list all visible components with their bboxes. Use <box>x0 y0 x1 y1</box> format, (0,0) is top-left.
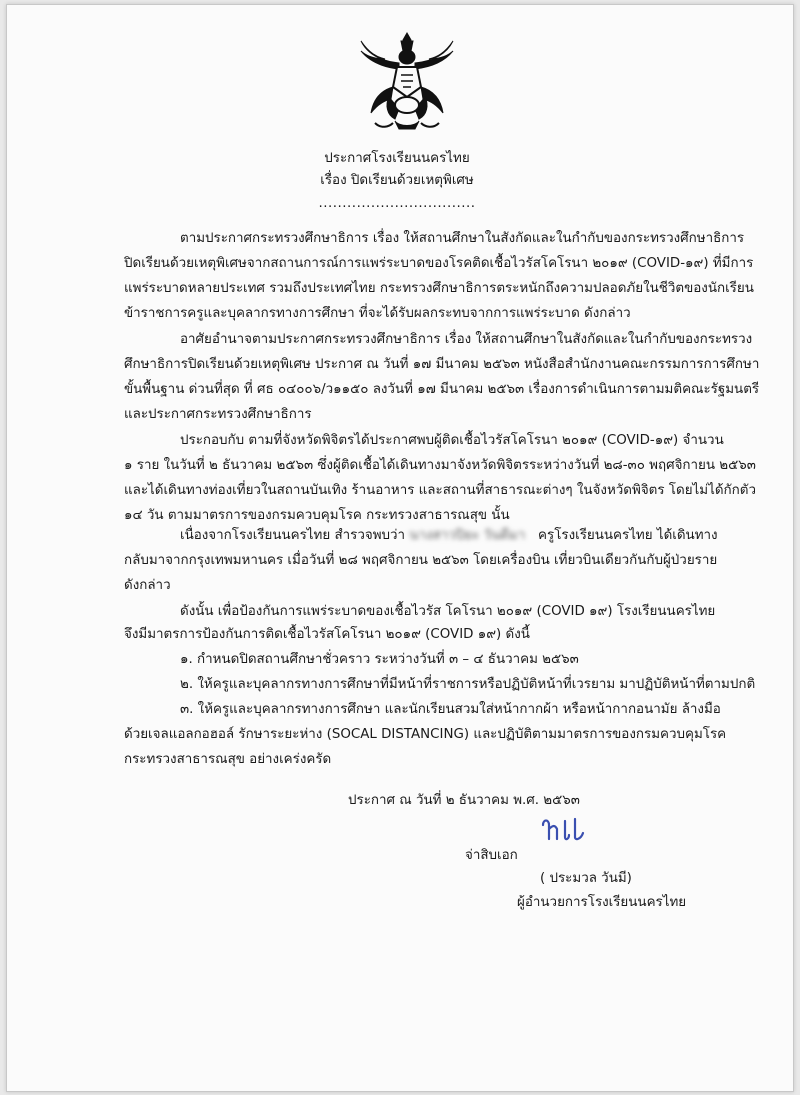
body-line: ข้าราชการครูและบุคลากรทางการศึกษา ที่จะได้รับผลกระทบจากการแพร่ระบาด ดังกล่าว <box>124 306 631 321</box>
body-line: ศึกษาธิการปิดเรียนด้วยเหตุพิเศษ ประกาศ ณ วันที่ ๑๗ มีนาคม ๒๕๖๓ หนังสือสำนักงานคณะกรรมการการศึกษา <box>124 357 760 372</box>
body-line: และได้เดินทางท่องเที่ยวในสถานบันเทิง ร้านอาหาร และสถานที่สาธารณะต่างๆ ในจังหวัดพิจิตร โดยไม่ได้กักตัว <box>124 483 756 498</box>
body-line: ๑ ราย ในวันที่ ๒ ธันวาคม ๒๕๖๓ ซึ่งผู้ติดเชื้อได้เดินทางมาจังหวัดพิจิตรระหว่างวันที่ ๒๘-๓๐ พฤศจิกายน ๒๕๖๓ <box>124 458 756 473</box>
body-line: ปิดเรียนด้วยเหตุพิเศษจากสถานการณ์การแพร่ระบาดของโรคติดเชื้อไวรัสโคโรนา ๒๐๑๙ (COVID-๑๙) ที่มีการ <box>124 256 754 271</box>
body-line: ดังกล่าว <box>124 578 171 593</box>
body-line: และประกาศกระทรวงศึกษาธิการ <box>124 407 312 422</box>
body-line: แพร่ระบาดหลายประเทศ รวมถึงประเทศไทย กระทรวงศึกษาธิการตระหนักถึงความปลอดภัยในชีวิตของนักเรียน <box>124 281 754 296</box>
signer-position: ผู้อำนวยการโรงเรียนนครไทย <box>517 895 687 910</box>
body-line: กลับมาจากกรุงเทพมหานคร เมื่อวันที่ ๒๘ พฤศจิกายน ๒๕๖๓ โดยเครื่องบิน เที่ยวบินเดียวกันกับผู้ป่วยราย <box>124 553 718 568</box>
body-text: ครูโรงเรียนนครไทย ได้เดินทาง <box>538 528 718 543</box>
body-line-with-redaction <box>180 529 718 542</box>
body-line: ขั้นพื้นฐาน ด่วนที่สุด ที่ ศธ ๐๔๐๐๖/ว๑๑๕๐ ลงวันที่ ๑๗ มีนาคม ๒๕๖๓ เรื่องการดำเนินการตามมติคณะรัฐมนตรี <box>124 382 760 397</box>
body-line: ด้วยเจลแอลกอฮอล์ รักษาระยะห่าง (SOCAL DISTANCING) และปฏิบัติตามมาตรการของกรมควบคุมโรค <box>124 727 727 742</box>
separator-line: ................................. <box>318 196 476 211</box>
signer-name: ( ประมวล วันมี) <box>540 871 632 886</box>
measure-item-2: ๒. ให้ครูและบุคลากรทางการศึกษาที่มีหน้าที่ราชการหรือปฏิบัติหน้าที่เวรยาม มาปฏิบัติหน้าที่ตามปกติ <box>180 677 756 692</box>
body-line: ตามประกาศกระทรวงศึกษาธิการ เรื่อง ให้สถานศึกษาในสังกัดและในกำกับของกระทรวงศึกษาธิการ <box>180 231 745 246</box>
body-line: ๑๔ วัน ตามมาตรการของกรมควบคุมโรค กระทรวงสาธารณสุข นั้น <box>124 508 510 523</box>
measure-item-3: ๓. ให้ครูและบุคลากรทางการศึกษา และนักเรียนสวมใส่หน้ากากผ้า หรือหน้ากากอนามัย ล้างมือ <box>180 702 721 717</box>
document-page <box>6 4 794 1092</box>
announcement-date: ประกาศ ณ วันที่ ๒ ธันวาคม พ.ศ. ๒๕๖๓ <box>348 793 580 808</box>
garuda-emblem-icon <box>359 31 455 133</box>
redacted-name: นางสาวปิยะ วันดีมา <box>409 528 526 543</box>
body-line: จึงมีมาตรการป้องกันการติดเชื้อไวรัสโคโรนา ๒๐๑๙ (COVID ๑๙) ดังนี้ <box>124 627 530 642</box>
document-title: ประกาศโรงเรียนนครไทย <box>324 151 470 166</box>
body-line: อาศัยอำนาจตามประกาศกระทรวงศึกษาธิการ เรื่อง ให้สถานศึกษาในสังกัดและในกำกับของกระทรวง <box>180 332 753 347</box>
signer-rank: จ่าสิบเอก <box>465 848 518 863</box>
measure-item-1: ๑. กำหนดปิดสถานศึกษาชั่วคราว ระหว่างวันที่ ๓ – ๔ ธันวาคม ๒๕๖๓ <box>180 652 579 667</box>
signature-icon <box>539 815 595 841</box>
document-subject: เรื่อง ปิดเรียนด้วยเหตุพิเศษ <box>320 173 474 188</box>
body-line: ดังนั้น เพื่อป้องกันการแพร่ระบาดของเชื้อไวรัส โคโรนา ๒๐๑๙ (COVID ๑๙) โรงเรียนนครไทย <box>180 604 716 619</box>
body-text: เนื่องจากโรงเรียนนครไทย สำรวจพบว่า <box>180 528 406 543</box>
body-line: ประกอบกับ ตามที่จังหวัดพิจิตรได้ประกาศพบผู้ติดเชื้อไวรัสโคโรนา ๒๐๑๙ (COVID-๑๙) จำนวน <box>180 433 724 448</box>
body-line: กระทรวงสาธารณสุข อย่างเคร่งครัด <box>124 752 332 767</box>
